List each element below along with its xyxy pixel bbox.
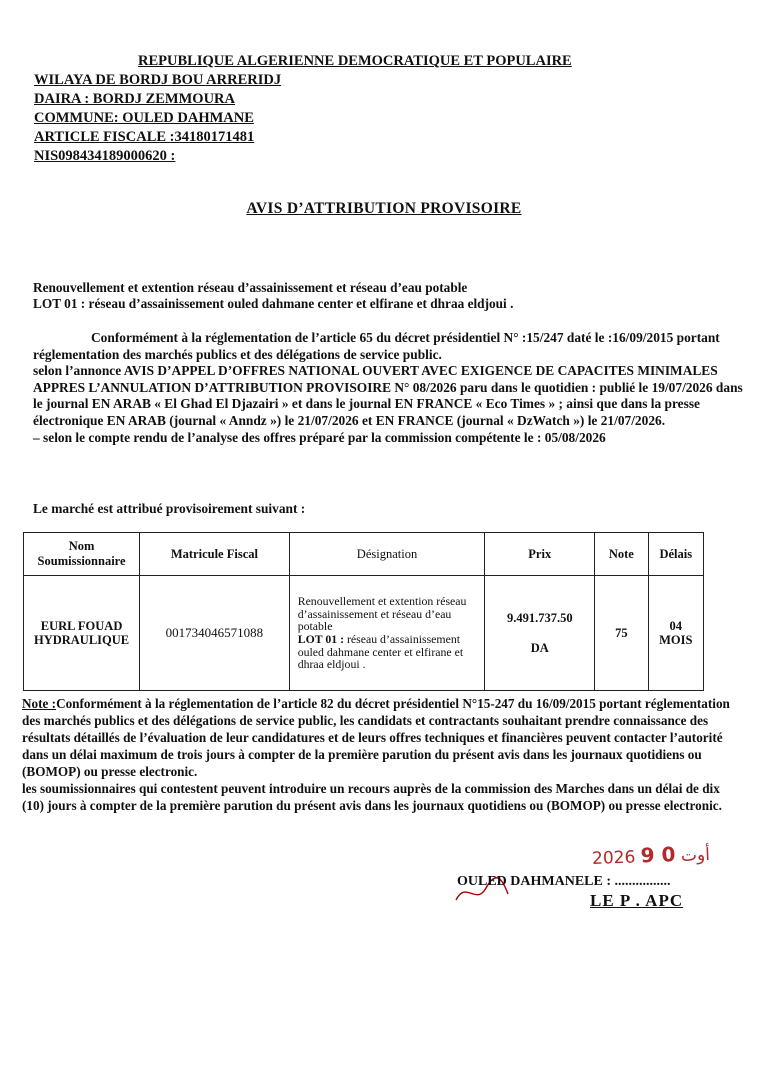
note-text-1: Conformément à la réglementation de l’article 82 du décret présidentiel N°15-247 du 16/09/2015 portant réglementation des marchés publics et des délégations de service public, les candidats et contractants souhaitant prendre connaissance des résultats détaillés de l’évaluation de leur candidatures et de leurs offres techniques et financières peuvent contacter l’autorité dans un délai maximum de trois jours à compter de la première parution du présent avis dans les journaux quotidiens ou (BOMOP) ou presse electronic. <box>22 696 730 779</box>
header-republic: REPUBLIQUE ALGERIENNE DEMOCRATIQUE ET POPULAIRE <box>138 53 572 69</box>
cell-nom: EURL FOUAD HYDRAULIQUE <box>24 576 140 691</box>
note-section <box>22 695 734 814</box>
document-title-text: AVIS D’ATTRIBUTION PROVISOIRE <box>246 200 522 217</box>
designation-text-1: Renouvellement et extention réseau d’assainissement et réseau d’eau potable <box>297 594 467 634</box>
body-paragraph-regulation: Conformément à la réglementation de l’article 65 du décret présidentiel N° :15/247 daté le :16/09/2015 portant réglementation des marchés publics et des délégations de service public. <box>33 330 720 362</box>
header-commune: COMMUNE: OULED DAHMANE <box>34 110 254 126</box>
date-stamp <box>592 841 711 869</box>
document-title <box>0 200 768 218</box>
signature-place: OULED DAHMANELE : ................ <box>457 874 671 889</box>
designation-lot: LOT 01 : <box>297 632 345 646</box>
note-paragraph-1 <box>22 695 734 780</box>
prix-currency: DA <box>530 641 549 655</box>
body-paragraph-announcement: selon l’annonce AVIS D’APPEL D’OFFRES NATIONAL OUVERT AVEC EXIGENCE DE CAPACITES MINIMALES APPRES L’ANNULATION D’ATTRIBUTION PROVISOIRE N° 08/2026 paru dans le quotidien : publié le 19/07/2026 dans le journal EN ARAB « El Ghad El Djazairi » et dans le journal EN FRANCE « Eco Times » ; ainsi que dans la presse électronique EN ARAB (journal « Anndz ») le 21/07/2026 et EN FRANCE (journal « DzWatch ») le 21/07/2026. <box>33 363 743 428</box>
body-paragraph-report: – selon le compte rendu de l’analyse des offres préparé par la commission compétente le : 05/08/2026 <box>33 429 606 445</box>
administrative-header <box>34 52 572 166</box>
header-prix: Prix <box>485 533 595 576</box>
cell-matricule: 001734046571088 <box>140 576 290 691</box>
note-label: Note : <box>22 696 57 711</box>
cell-designation <box>289 576 485 691</box>
table-header-row <box>24 533 704 576</box>
signature-role-text: LE P . APC <box>590 891 684 910</box>
object-line-2: LOT 01 : réseau d’assainissement ouled dahmane center et elfirane et dhraa eldjoui . <box>33 296 514 311</box>
prix-value: 9.491.737.50 <box>506 611 573 625</box>
header-article-fiscale: ARTICLE FISCALE :34180171481 <box>34 129 255 145</box>
header-delais: Délais <box>648 533 703 576</box>
table-row <box>24 576 704 691</box>
body-text <box>33 330 745 446</box>
header-designation: Désignation <box>289 533 485 576</box>
header-nom: Nom Soumissionnaire <box>24 533 140 576</box>
stamp-year: 2026 <box>591 847 636 870</box>
note-paragraph-2: les soumissionnaires qui contestent peuvent introduire un recours auprès de la commission des Marches dans un délai de dix (10) jours à compter de la première parution du présent avis dans les journaux quotidiens ou (BOMOP) ou presse electronic. <box>22 781 722 813</box>
attribution-intro: Le marché est attribué provisoirement suivant : <box>33 501 306 516</box>
cell-note: 75 <box>595 576 648 691</box>
project-object <box>33 280 513 312</box>
signature-role <box>590 891 683 911</box>
cell-prix <box>485 576 595 691</box>
stamp-day: 0 9 <box>640 842 676 868</box>
object-line-1: Renouvellement et extention réseau d’assainissement et réseau d’eau potable <box>33 280 468 295</box>
attribution-table <box>23 532 704 691</box>
header-wilaya: WILAYA DE BORDJ BOU ARRERIDJ <box>34 72 282 88</box>
header-nis: NIS098434189000620 : <box>34 148 176 164</box>
header-matricule: Matricule Fiscal <box>140 533 290 576</box>
header-daira: DAIRA : BORDJ ZEMMOURA <box>34 91 235 107</box>
header-note: Note <box>595 533 648 576</box>
cell-delais: 04 MOIS <box>648 576 703 691</box>
designation-text-2: réseau d’assainissement ouled dahmane center et elfirane et dhraa eldjoui . <box>297 632 464 672</box>
stamp-month: أوت <box>680 844 711 866</box>
